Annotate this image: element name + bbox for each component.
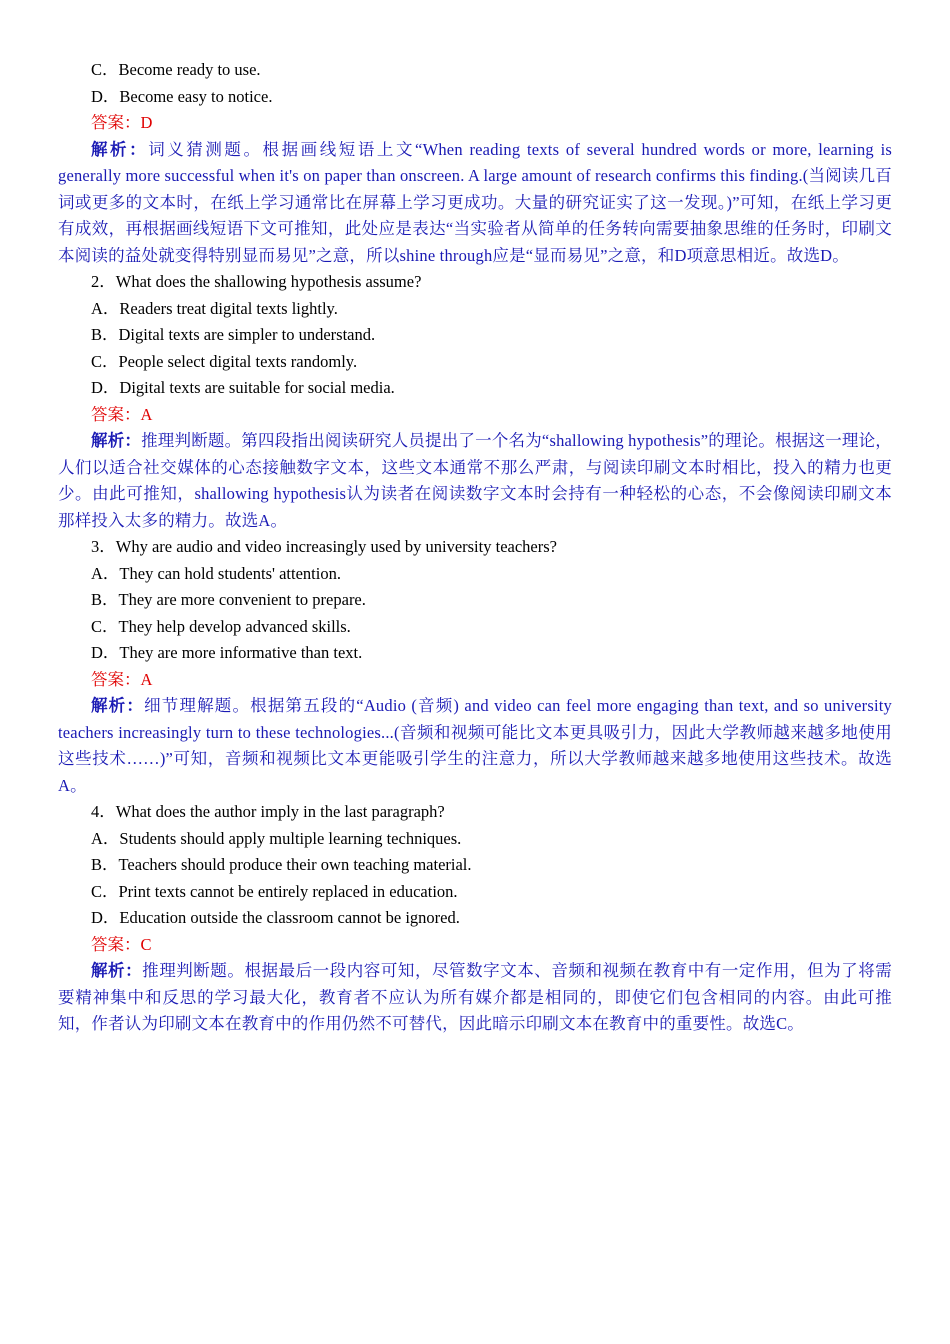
q4-answer: 答案：C <box>91 934 152 954</box>
q3-option-c: C．They help develop advanced skills. <box>91 616 351 636</box>
q4-option-c: C．Print texts cannot be entirely replaced in education. <box>91 881 458 901</box>
q4-question: 4．What does the author imply in the last paragraph? <box>91 802 445 821</box>
q2-option-d: D．Digital texts are suitable for social media. <box>91 378 395 397</box>
q1-explanation-label: 解析： <box>91 139 149 159</box>
document-page <box>58 57 892 1038</box>
q1-explanation-text: 词义猜测题。根据画线短语上文“When reading texts of several hundred words or more, learning is generally more successful when it's on paper than onscreen. A large amount of research confirms this finding.(当阅读几百词或更多的文本时，在纸上学习通常比在屏幕上学习更成功。大量的研究证实了这一发现。)”可知，在纸上学习更有成效，再根据画线短语下文可推知，此处应是表达“当实验者从简单的任务转向需要抽象思维的任务时，印刷文本阅读的益处就变得特别显而易见”之意，所以shine through应是“显而易见”之意，和D项意思相近。故选D。 <box>58 139 892 265</box>
q3-option-d: D．They are more informative than text. <box>91 643 363 662</box>
q3-question: 3．Why are audio and video increasingly used by university teachers? <box>91 537 557 556</box>
q1-option-c: C．Become ready to use. <box>91 60 261 79</box>
q4-option-b: B．Teachers should produce their own teaching material. <box>91 855 472 874</box>
q1-explanation <box>58 137 892 270</box>
q4-option-d: D．Education outside the classroom cannot be ignored. <box>91 908 460 927</box>
q4-explanation-label: 解析： <box>91 961 143 980</box>
q2-option-b: B．Digital texts are simpler to understand. <box>91 325 376 344</box>
q1-option-d: D．Become easy to notice. <box>91 86 273 106</box>
q2-explanation-text: 推理判断题。第四段指出阅读研究人员提出了一个名为“shallowing hypothesis”的理论。根据这一理论，人们以适合社交媒体的心态接触数字文本，这些文本通常不那么严肃，与阅读印刷文本时相比，投入的精力也更少。由此可推知，shallowing hypothesis认为读者在阅读数字文本时会持有一种轻松的心态，不会像阅读印刷文本那样投入太多的精力。故选A。 <box>58 431 892 530</box>
q3-explanation-text: 细节理解题。根据第五段的“Audio (音频) and video can feel more engaging than text, and so university teachers increasingly turn to these technologies...(音频和视频可能比文本更具吸引力，因此大学教师越来越多地使用这些技术……)”可知，音频和视频比文本更能吸引学生的注意力，所以大学教师越来越多地使用这些技术。故选A。 <box>58 696 892 795</box>
q4-option-a: A．Students should apply multiple learning techniques. <box>91 828 462 848</box>
q3-option-b: B．They are more convenient to prepare. <box>91 590 366 609</box>
q3-answer: 答案：A <box>91 669 153 689</box>
q2-option-c: C．People select digital texts randomly. <box>91 351 358 371</box>
q2-option-a: A．Readers treat digital texts lightly. <box>91 298 338 318</box>
q2-answer: 答案：A <box>91 404 153 424</box>
q4-explanation <box>58 958 892 1038</box>
q3-explanation <box>58 693 892 799</box>
q4-explanation-text: 推理判断题。根据最后一段内容可知，尽管数字文本、音频和视频在教育中有一定作用，但为了将需要精神集中和反思的学习最大化，教育者不应认为所有媒介都是相同的，即使它们包含相同的内容。由此可推知，作者认为印刷文本在教育中的作用仍然不可替代，因此暗示印刷文本在教育中的重要性。故选C。 <box>58 961 892 1033</box>
q2-question: 2．What does the shallowing hypothesis assume? <box>91 272 422 291</box>
q1-answer: 答案：D <box>91 113 153 132</box>
q3-option-a: A．They can hold students' attention. <box>91 563 341 583</box>
q2-explanation <box>58 428 892 534</box>
q2-explanation-label: 解析： <box>91 431 142 450</box>
q3-explanation-label: 解析： <box>91 696 145 715</box>
